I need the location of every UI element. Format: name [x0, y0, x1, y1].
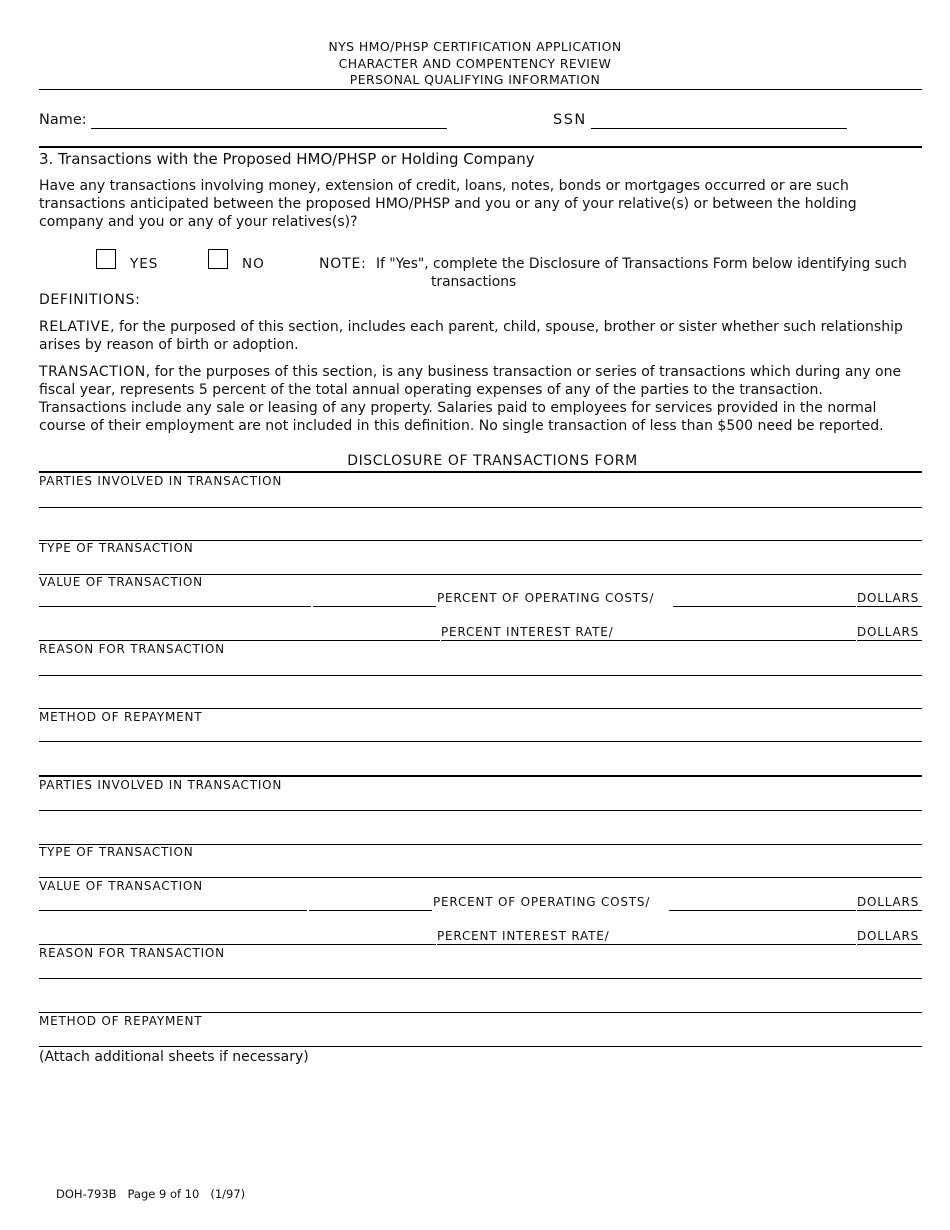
pct-interest-label: PERCENT INTEREST RATE/	[441, 625, 675, 641]
value-field-rule-2	[39, 640, 317, 641]
footer-page-number: Page 9 of 10	[127, 1187, 200, 1201]
transaction-question: Have any transactions involving money, extension of credit, loans, notes, bonds or mortgages occurred or are such transactions anticipated between the proposed HMO/PHSP and you or any of your relative(s) or between the holding company and you or any of your relatives(s)?	[39, 178, 857, 230]
operating-dollars-field[interactable]	[673, 588, 856, 607]
footer-form-id: DOH-793B	[56, 1187, 117, 1201]
pct-operating-field[interactable]	[313, 588, 436, 607]
operating-dollars-field[interactable]	[669, 892, 856, 911]
method-label: METHOD OF REPAYMENT	[39, 710, 203, 724]
ssn-label: SSN	[553, 112, 587, 128]
value-label: VALUE OF TRANSACTION	[39, 575, 203, 589]
relative-text: , for the purposed of this section, includes each parent, child, spouse, brother or sister whether such relationship arises by reason of birth or adoption.	[39, 319, 903, 353]
transaction-term: TRANSACTION	[39, 364, 146, 380]
parties-field[interactable]	[39, 792, 922, 811]
method-label: METHOD OF REPAYMENT	[39, 1014, 203, 1028]
value-label: VALUE OF TRANSACTION	[39, 879, 203, 893]
yes-checkbox[interactable]	[96, 249, 116, 269]
form-header-line2: CHARACTER AND COMPENTENCY REVIEW	[338, 56, 612, 71]
transaction-definition	[39, 363, 914, 435]
pct-interest-label: PERCENT INTEREST RATE/	[437, 929, 671, 945]
method-field[interactable]	[39, 1028, 922, 1047]
parties-label: PARTIES INVOLVED IN TRANSACTION	[39, 778, 283, 792]
reason-label: REASON FOR TRANSACTION	[39, 642, 225, 656]
parties-field[interactable]	[39, 488, 922, 508]
section-title: 3. Transactions with the Proposed HMO/PHSP or Holding Company	[39, 150, 535, 168]
type-field[interactable]	[39, 555, 922, 575]
pct-operating-field[interactable]	[309, 892, 432, 911]
parties-label: PARTIES INVOLVED IN TRANSACTION	[39, 474, 283, 488]
form-header-line3: PERSONAL QUALIFYING INFORMATION	[349, 72, 601, 87]
interest-dollars-field[interactable]	[675, 622, 856, 641]
relative-term: RELATIVE	[39, 319, 111, 335]
name-label: Name:	[39, 112, 87, 128]
type-field[interactable]	[39, 859, 922, 878]
header-rule	[39, 89, 922, 90]
reason-field[interactable]	[39, 656, 922, 676]
type-label: TYPE OF TRANSACTION	[39, 845, 194, 859]
reason-field[interactable]	[39, 960, 922, 979]
note-text-line1: If "Yes", complete the Disclosure of Transactions Form below identifying such	[376, 256, 907, 272]
ssn-field[interactable]	[591, 110, 847, 129]
value-field-rule-2	[39, 944, 313, 945]
pct-operating-label: PERCENT OF OPERATING COSTS/	[433, 895, 651, 909]
pct-interest-field[interactable]	[313, 926, 436, 945]
value-field[interactable]	[39, 892, 307, 911]
block-1-top-rule	[39, 471, 922, 473]
relative-definition	[39, 318, 914, 354]
reason-field-rule-2	[39, 708, 922, 709]
no-checkbox[interactable]	[208, 249, 228, 269]
interest-dollars-field[interactable]	[671, 926, 856, 945]
dollars-label: DOLLARS	[857, 929, 922, 945]
method-field[interactable]	[39, 723, 922, 742]
disclosure-form-title: DISCLOSURE OF TRANSACTIONS FORM	[347, 453, 638, 469]
pct-interest-field[interactable]	[317, 622, 440, 641]
dollars-label: DOLLARS	[857, 895, 922, 911]
dollars-label: DOLLARS	[857, 625, 922, 641]
attach-note: (Attach additional sheets if necessary)	[39, 1049, 309, 1065]
reason-field-rule-2	[39, 1012, 922, 1013]
footer-revision: (1/97)	[210, 1187, 246, 1201]
name-field[interactable]	[91, 110, 447, 129]
dollars-label: DOLLARS	[857, 591, 922, 607]
page-footer	[56, 1187, 245, 1201]
name-section-rule	[39, 146, 922, 148]
note-label: NOTE:	[319, 256, 367, 272]
form-header-line1: NYS HMO/PHSP CERTIFICATION APPLICATION	[328, 39, 622, 54]
yes-label: YES	[130, 256, 159, 272]
block-2-top-rule	[39, 775, 922, 777]
reason-label: REASON FOR TRANSACTION	[39, 946, 225, 960]
transaction-text: , for the purposes of this section, is any business transaction or series of transactions which during any one fiscal year, represents 5 percent of the total annual operating expenses of any of the parties to the transaction. Transactions include any sale or leasing of any property. Salaries paid to employees for services provided in the normal course of their employment are not included in this definition. No single transaction of less than $500 need be reported.	[39, 364, 902, 434]
type-label: TYPE OF TRANSACTION	[39, 541, 194, 555]
value-field[interactable]	[39, 588, 311, 607]
pct-operating-label: PERCENT OF OPERATING COSTS/	[437, 591, 655, 605]
note-text-line2: transactions	[431, 274, 517, 290]
definitions-heading: DEFINITIONS:	[39, 292, 141, 308]
no-label: NO	[242, 256, 265, 272]
